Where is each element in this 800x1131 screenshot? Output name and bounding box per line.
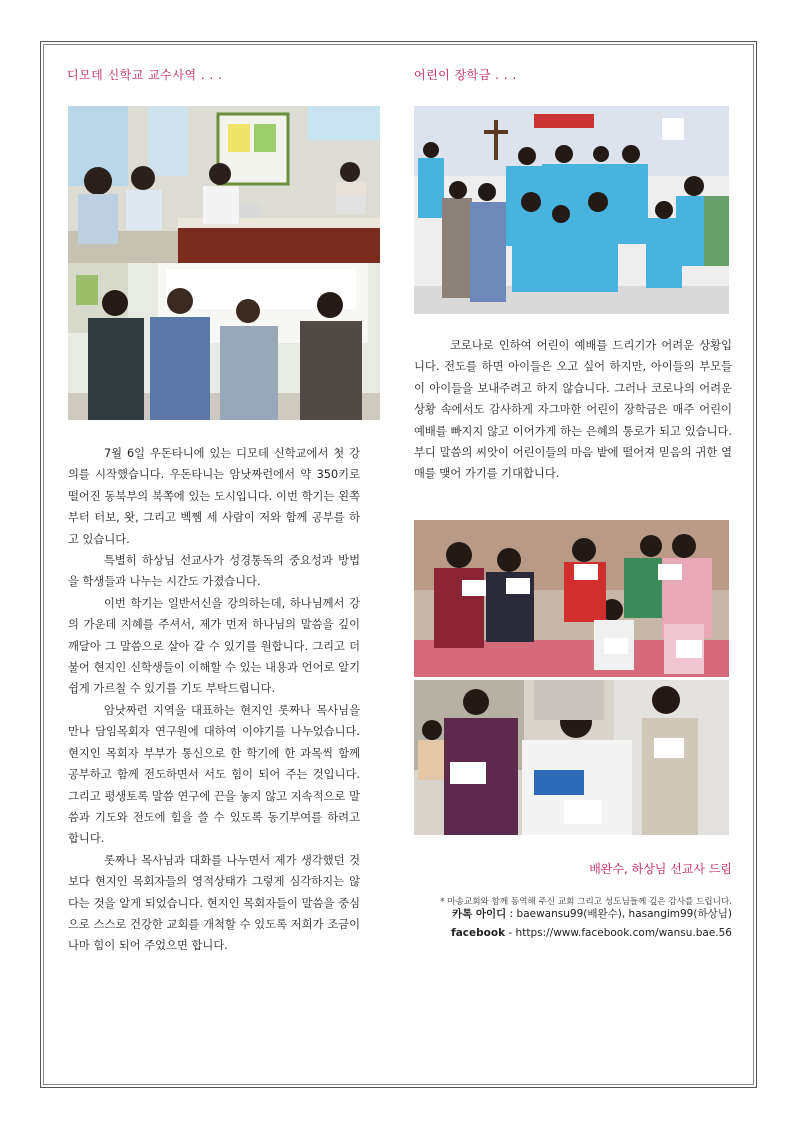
seminary-article <box>68 443 360 957</box>
classroom-photo <box>68 106 380 263</box>
seminary-paragraph-4: 암낫짜런 지역을 대표하는 현지인 롯짜나 목사님을 만나 담임목회자 연구원에 대하여 이야기를 나누었습니다. 현지인 목회자 부부가 통신으로 한 학기에 한 과목씩 함께 공부하고 함께 전도하면서 서도 힘이 되어 주는 것입니다. 그리고 평생토록 말씀 연구에 끈을 놓지 않고 지속적으로 말씀과 기도와 전도에 힘을 쓸 수 있도록 동기부여를 하려고 합니다. <box>68 703 360 846</box>
seminary-paragraph-1: 7월 6일 우돈타니에 있는 디모데 신학교에서 첫 강의를 시작했습니다. 우돈타니는 암낫짜런에서 약 350키로 떨어진 동북부의 북쪽에 있는 도시입니다. 이번 학기는 왼쪽부터 터보, 왓, 그리고 벡쩸 세 사람이 저와 함께 공부를 하고 있습니다. <box>68 447 360 546</box>
facebook-label: facebook <box>451 927 506 939</box>
signature: 배완수, 하상님 선교사 드림 <box>589 862 732 876</box>
facebook-url: - https://www.facebook.com/wansu.bae.56 <box>505 927 732 939</box>
facebook-line <box>400 924 732 943</box>
thanks-footnote: * 마송교회와 함께 동역해 주신 교회 그리고 성도님들께 깊은 감사를 드립니다. <box>440 897 732 907</box>
seminary-paragraph-2: 특별히 하상님 선교사가 성경통독의 중요성과 방법을 학생들과 나누는 시간도 가졌습니다. <box>68 554 360 589</box>
scholarship-paragraph-1: 코로나로 인하여 어린이 예배를 드리기가 어려운 상황입니다. 전도를 하면 아이들은 오고 싶어 하지만, 아이들의 부모들이 아이들을 보내주려고 하지 않습니다. 그러나 코로나의 어려운 상황 속에서도 감사하게 자그마한 어린이 장학금은 매주 어린이 예배를 빠지지 않고 이어가게 하는 은혜의 통로가 되고 있습니다. 부디 말씀의 씨앗이 어린이들의 마음 밭에 떨어져 믿음의 귀한 열매를 맺어 가기를 기대합니다. <box>414 339 732 481</box>
kakao-label: 카톡 아이디 <box>451 908 507 920</box>
church-group-photo <box>414 106 729 314</box>
section-heading-seminary: 디모데 신학교 교수사역 . . . <box>67 68 223 82</box>
section-heading-scholarship: 어린이 장학금 . . . <box>414 68 517 82</box>
seminary-paragraph-5: 롯짜나 목사님과 대화를 나누면서 제가 생각했던 것보다 현지인 목회자들의 영적상태가 그렇게 심각하지는 않다는 것을 알게 되었습니다. 현지인 목회자들이 말씀을 중심으로 스스로 건강한 교회를 개척할 수 있도록 저희가 조금이나마 힘이 되어 주었으면 합니다. <box>68 853 360 953</box>
kakao-line <box>400 905 732 924</box>
seminary-paragraph-3: 이번 학기는 일반서신을 강의하는데, 하나님께서 강의 가운데 지혜를 주셔서, 제가 먼저 하나님의 말씀을 깊이 깨달아 그 말씀으로 살아 갈 수 있기를 원합니다. 그리고 더불어 현지인 신학생들이 이해할 수 있는 내용과 언어로 알기 쉽게 가르칠 수 있기를 기도 부탁드립니다. <box>68 596 360 696</box>
children-envelopes-photo <box>414 520 729 677</box>
scholarship-article <box>414 335 732 485</box>
kakao-id: : baewansu99(배완수), hasangim99(하상님) <box>506 908 732 920</box>
contact-block <box>400 905 732 943</box>
children-holding-envelopes-photo <box>414 680 729 835</box>
group-photo-men <box>68 263 380 420</box>
